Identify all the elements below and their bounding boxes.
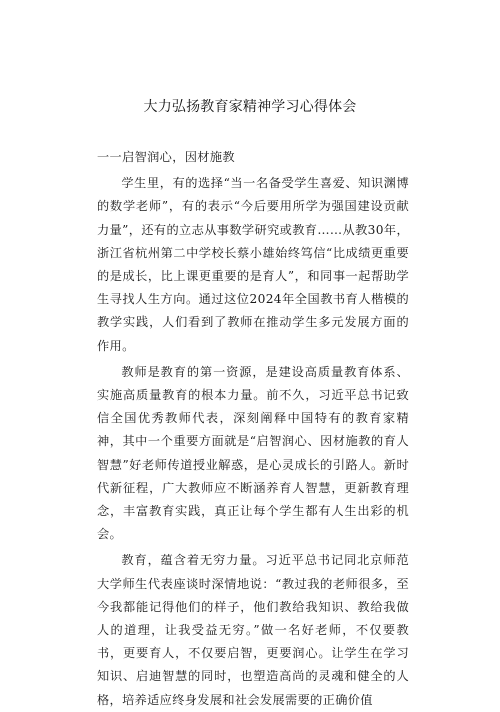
section-heading: 一一启智润心，因材施教 (97, 150, 235, 164)
document-title: 大力弘扬教育家精神学习心得体会 (143, 99, 357, 115)
body-paragraph: 学生里，有的选择“当一名备受学生喜爱、知识渊博的数学老师”，有的表示“今后要用所学为强国建设贡献力量”，还有的立志从事数学研究或教育……从教30年，浙江省杭州第二中学校长蔡小雄始终笃信“比成绩更重要的是成长，比上课更重要的是育人”，和同事一起帮助学生寻找人生方向。通过这位2024年全国教书育人楷模的教学实践，人们看到了教师在推动学生多元发展方面的作用。 (97, 176, 409, 353)
document-body (97, 146, 409, 712)
body-paragraph: 教育，蕴含着无穷力量。习近平总书记同北京师范大学师生代表座谈时深情地说：“教过我的老师很多，至今我都能记得他们的样子，他们教给我知识、教给我做人的道理，让我受益无穷。”做一名好老师，不仅要教书，更要育人，不仅要启智，更要润心。让学生在学习知识、启迪智慧的同时，也塑造高尚的灵魂和健全的人格，培养适应终身发展和社会发展需要的正确价值 (97, 553, 409, 707)
body-paragraph: 教师是教育的第一资源，是建设高质量教育体系、实施高质量教育的根本力量。前不久，习近平总书记致信全国优秀教师代表，深刻阐释中国特有的教育家精神，其中一个重要方面就是“启智润心、因材施教的育人智慧”好老师传道授业解惑，是心灵成长的引路人。新时代新征程，广大教师应不断涵养育人智慧，更新教育理念，丰富教育实践，真正让每个学生都有人生出彩的机会。 (97, 364, 409, 542)
